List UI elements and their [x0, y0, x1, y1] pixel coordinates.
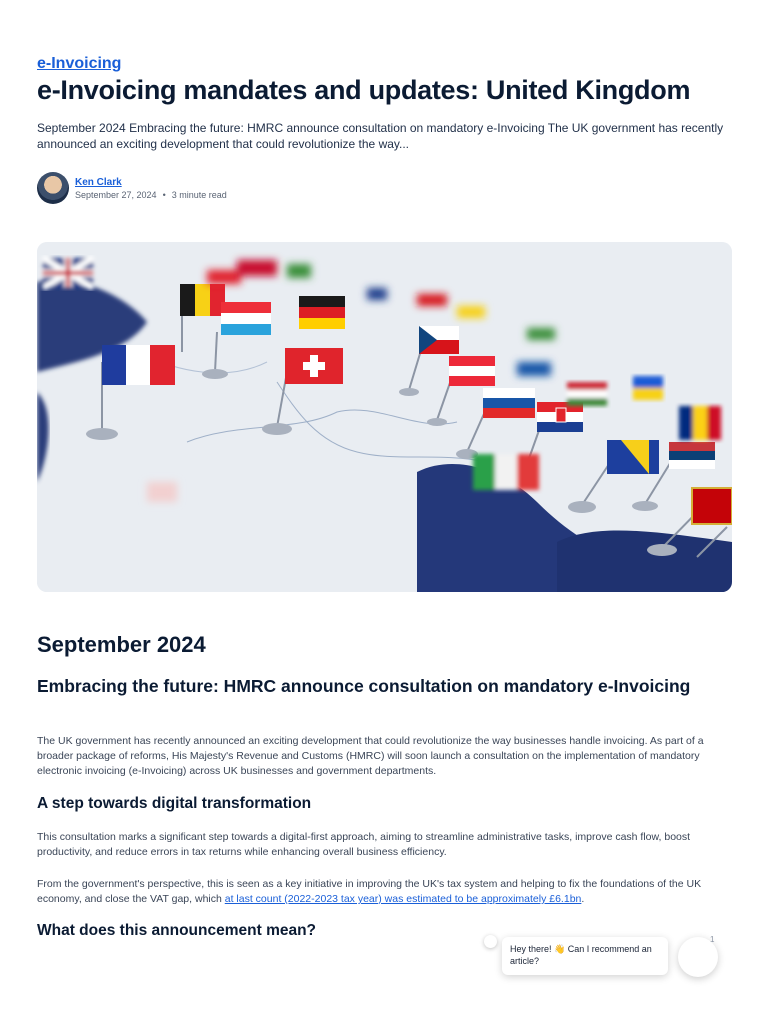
flag-bosnia-icon — [607, 440, 659, 474]
vat-gap-link[interactable]: at last count (2022-2023 tax year) was estimated to be approximately £6.1bn — [224, 893, 582, 905]
author-block — [37, 172, 227, 204]
chat-close-button[interactable] — [484, 935, 497, 948]
flag-luxembourg-icon — [221, 302, 271, 335]
flag-italy-icon — [473, 454, 539, 490]
paragraph-text: From the government's perspective, this is seen as a key initiative in improving the UK's tax system and helping to fix the foundations of the UK economy, and close the VAT gap, which — [37, 878, 702, 905]
flag-slovenia-icon — [483, 388, 535, 418]
flag-france-icon — [102, 345, 175, 385]
flag-serbia-icon — [669, 442, 715, 469]
chat-message: Hey there! 👋 Can I recommend an article? — [510, 944, 652, 966]
flag-hungary-icon — [567, 382, 607, 406]
article-intro: September 2024 Embracing the future: HMRC announce consultation on mandatory e-Invoicing The UK government has recently announced an exciting development that could revolutionize the way... — [37, 121, 724, 151]
chat-notification-badge: 1 — [710, 935, 715, 944]
publish-date: September 27, 2024 — [75, 189, 157, 200]
flag-switzerland-icon — [285, 348, 343, 384]
author-name-link[interactable]: Ken Clark — [75, 176, 122, 188]
paragraph-digital-transformation: This consultation marks a significant step towards a digital-first approach, aiming to streamline administrative tasks, improve cash flow, boost productivity, and reduce errors in tax returns while enhancing overall business efficiency. — [37, 831, 691, 858]
section-heading: September 2024 — [37, 632, 206, 657]
flag-belgium-icon — [180, 284, 225, 316]
flag-uk-icon — [43, 258, 93, 288]
flag-austria-icon — [449, 356, 495, 386]
category-link[interactable]: e-Invoicing — [37, 55, 122, 72]
paragraph-government-perspective — [37, 877, 732, 907]
chat-prompt-bubble[interactable] — [502, 937, 668, 975]
avatar[interactable] — [37, 172, 69, 204]
flag-czech-icon — [419, 326, 459, 354]
paragraph-end: . — [581, 893, 585, 905]
hero-image-europe-flags — [37, 242, 732, 592]
heading-digital-transformation: A step towards digital transformation — [37, 795, 312, 812]
europe-map-illustration — [37, 242, 732, 592]
flag-romania-icon — [679, 406, 721, 440]
heading-announcement-meaning: What does this announcement mean? — [37, 922, 317, 939]
paragraph-intro: The UK government has recently announced an exciting development that could revolutionize the way businesses handle invoicing. As part of a broader package of reforms, His Majesty's Revenue and Customs (HMRC) will soon launch a consultation on the implementation of mandatory electronic invoicing (e-Invoicing) across UK businesses and government departments. — [37, 735, 704, 777]
page-title: e-Invoicing mandates and updates: United Kingdom — [37, 75, 691, 105]
flag-montenegro-icon — [692, 488, 732, 524]
flag-croatia-icon — [537, 402, 583, 432]
read-time: 3 minute read — [171, 189, 227, 200]
flag-germany-icon — [299, 296, 345, 329]
flag-ukraine-icon — [633, 376, 663, 400]
subheading: Embracing the future: HMRC announce consultation on mandatory e-Invoicing — [37, 676, 691, 696]
meta-separator: • — [162, 189, 166, 200]
article-meta — [75, 190, 227, 200]
